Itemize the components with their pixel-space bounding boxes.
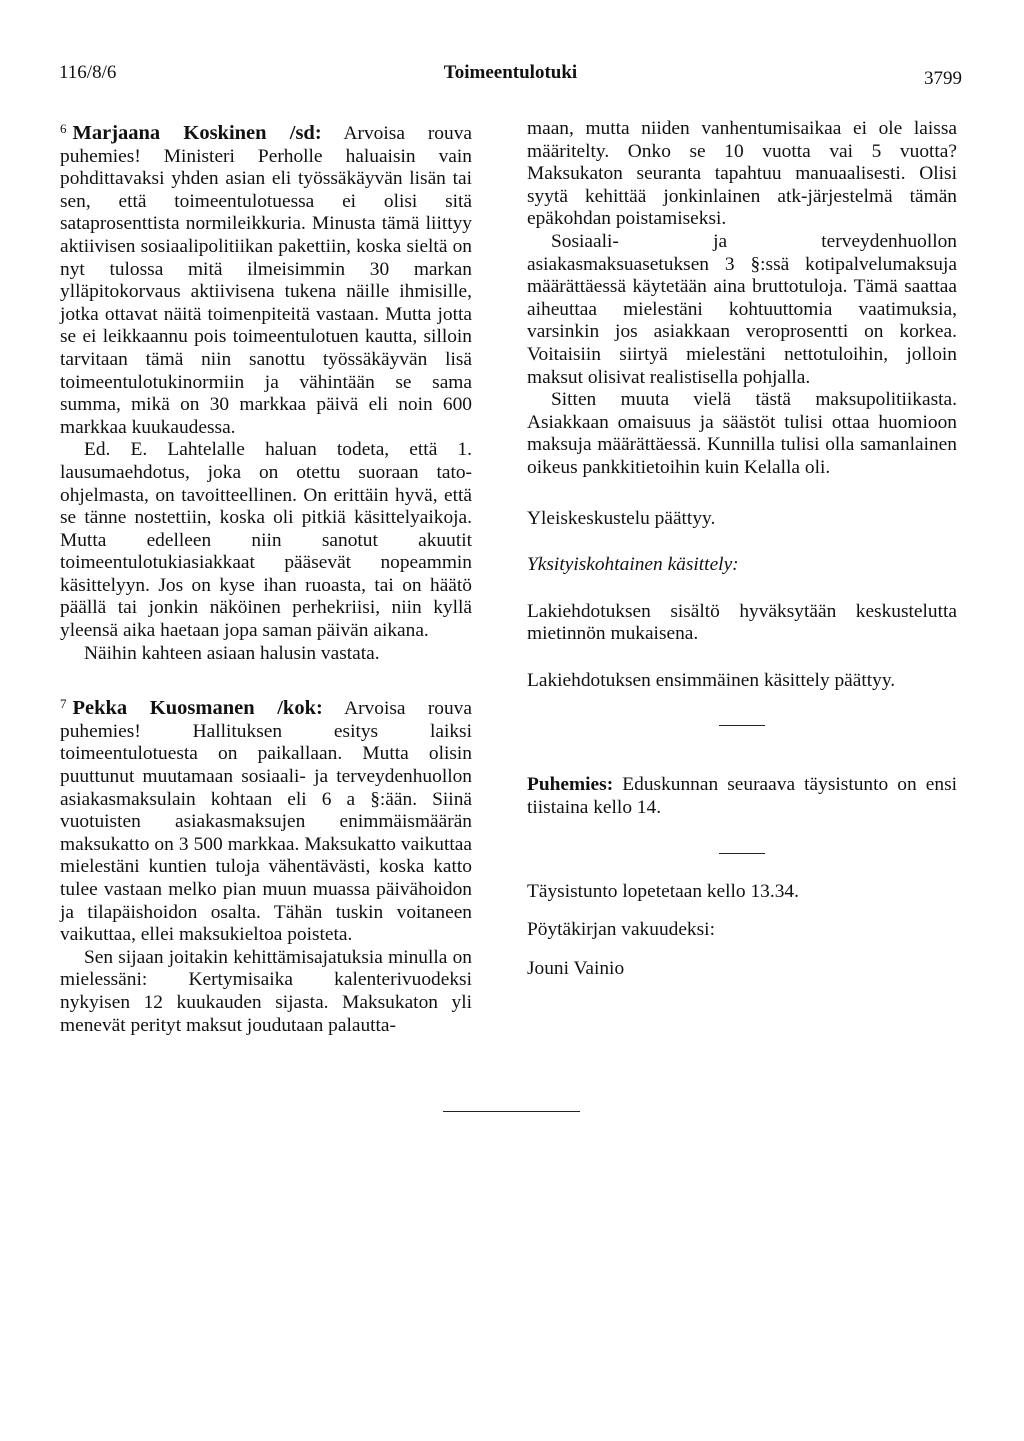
speech-koskinen-paragraph-1	[60, 118, 472, 439]
speech-text: Arvoisa rouva puhemies! Ministeri Perholle haluaisin vain pohdittavaksi yhden asian eli työssäkäyvän lisän tai sen, että toimeentulotuessa ei olisi sitä sataprosenttista normileikkuria. Minusta tämä liittyy aktiivisen sosiaalipolitiikan pakettiin, koska sieltä on nyt tulossa mitä ilmeisimmin 30 markan ylläpitokorvaus aktiivisena tukena näille ihmisille, jotka ottavat näitä toimenpiteitä vastaan. Mutta jotta se ei leikkaannu pois toimeentulotuen kautta, silloin tarvitaan tämä niin sanottu työssäkäyvän lisä toimeentulotukinormiin ja vähintään se sama summa, mikä on 30 markkaa päivä eli noin 600 markkaa kuukaudessa.	[60, 123, 473, 438]
minutes-certification-label: Pöytäkirjan vakuudeksi:	[527, 919, 715, 941]
speech-number: 7	[60, 696, 67, 712]
speech-kuosmanen-continued-2: Sosiaali- ja terveydenhuollon asiakasmaksuasetuksen 3 §:ssä kotipalvelumaksuja määrättäessä käytetään aina bruttotuloja. Tämä saattaa aiheuttaa mielestäni kohtuuttomia vaatimuksia, varsinkin jos asiakkaan veroprosentti on korkea. Voitaisiin siirtyä mielestäni nettotuloihin, jolloin maksut olisivat realistisella pohjalla.	[527, 230, 957, 388]
left-column	[60, 118, 472, 1037]
document-reference: 116/8/6	[59, 62, 117, 83]
speech-text: Arvoisa rouva puhemies! Hallituksen esitys laiksi toimeentulotuesta on paikallaan. Mutta olisin puuttunut muutamaan sosiaali- ja terveydenhuollon asiakasmaksulain kohtaan eli 6 a §:ään. Siinä vuotuisten asiakasmaksujen enimmäismäärän maksukatto on 3 500 markkaa. Maksukatto vaikuttaa mielestäni kuntien tuloja vähentävästi, koska katto tulee vastaan melko pian muun muassa päivähoidon ja tilapäishoidon osalta. Tähän tuskin voitaneen vaikuttaa, ellei maksukieltoa poisteta.	[60, 698, 472, 946]
speaker-announcement	[527, 774, 957, 819]
signatory-name: Jouni Vainio	[527, 957, 625, 979]
detailed-reading-heading: Yksityiskohtainen käsittely:	[527, 554, 739, 576]
page-title: Toimeentulotuki	[443, 62, 578, 83]
bill-approved-text: Lakiehdotuksen sisältö hyväksytään keskustelutta mietinnön mukaisena.	[527, 600, 957, 645]
first-reading-ended: Lakiehdotuksen ensimmäinen käsittely päättyy.	[527, 669, 896, 691]
speech-kuosmanen-continued-1: maan, mutta niiden vanhentumisaikaa ei ole laissa määritelty. Onko se 10 vuotta vai 5 vuotta? Maksukaton seuranta tapahtuu manuaalisesti. Olisi syytä kehittää jonkinlainen atk-järjestelmä tämän epäkohdan poistamiseksi.	[527, 118, 957, 230]
speech-kuosmanen-continued-3: Sitten muuta vielä tästä maksupolitiikasta. Asiakkaan omaisuus ja säästöt tulisi ottaa huomioon maksuja määrättäessä. Kunnilla tulisi olla samanlainen oikeus pankkitietoihin kuin Kelalla oli.	[527, 389, 957, 478]
speech-kuosmanen-paragraph-2: Sen sijaan joitakin kehittämisajatuksia minulla on mielessäni: Kertymisaika kalenterivuodeksi nykyisen 12 kuukauden sijasta. Maksukaton yli menevät perityt maksut joudutaan palautta-	[60, 946, 472, 1036]
speech-number: 6	[60, 121, 67, 136]
right-column	[527, 118, 957, 980]
speaker-name: Marjaana Koskinen /sd:	[72, 122, 322, 144]
general-debate-ended: Yleiskeskustelu päättyy.	[527, 507, 716, 529]
speech-kuosmanen-paragraph-1	[60, 693, 472, 947]
speech-koskinen-paragraph-3: Näihin kahteen asiaan halusin vastata.	[84, 642, 380, 664]
speaker-announcement-text: Eduskunnan seuraava täysistunto on ensi tiistaina kello 14.	[527, 774, 957, 819]
session-closing: Täysistunto lopetetaan kello 13.34.	[527, 880, 799, 902]
page-number: 3799	[924, 68, 962, 89]
page-end-divider	[443, 1111, 580, 1112]
speaker-label: Puhemies:	[527, 774, 614, 796]
page-header	[59, 62, 962, 92]
speech-koskinen-paragraph-2: Ed. E. Lahtelalle haluan todeta, että 1. lausumaehdotus, joka on otettu suoraan tato-ohjelmasta, on tavoitteellinen. On erittäin hyvä, että se tänne nostettiin, koska oli pitkiä käsittelyaikoja. Mutta edelleen niin sanotut akuutit toimeentulotukiasiakkaat pääsevät nopeammin käsittelyyn. Jos on kyse ihan ruoasta, tai on häätö päällä tai jonkin näköinen perhekriisi, niin kyllä yleensä aika haetaan jopa saman päivän aikana.	[60, 439, 472, 642]
speaker-name: Pekka Kuosmanen /kok:	[72, 697, 323, 720]
